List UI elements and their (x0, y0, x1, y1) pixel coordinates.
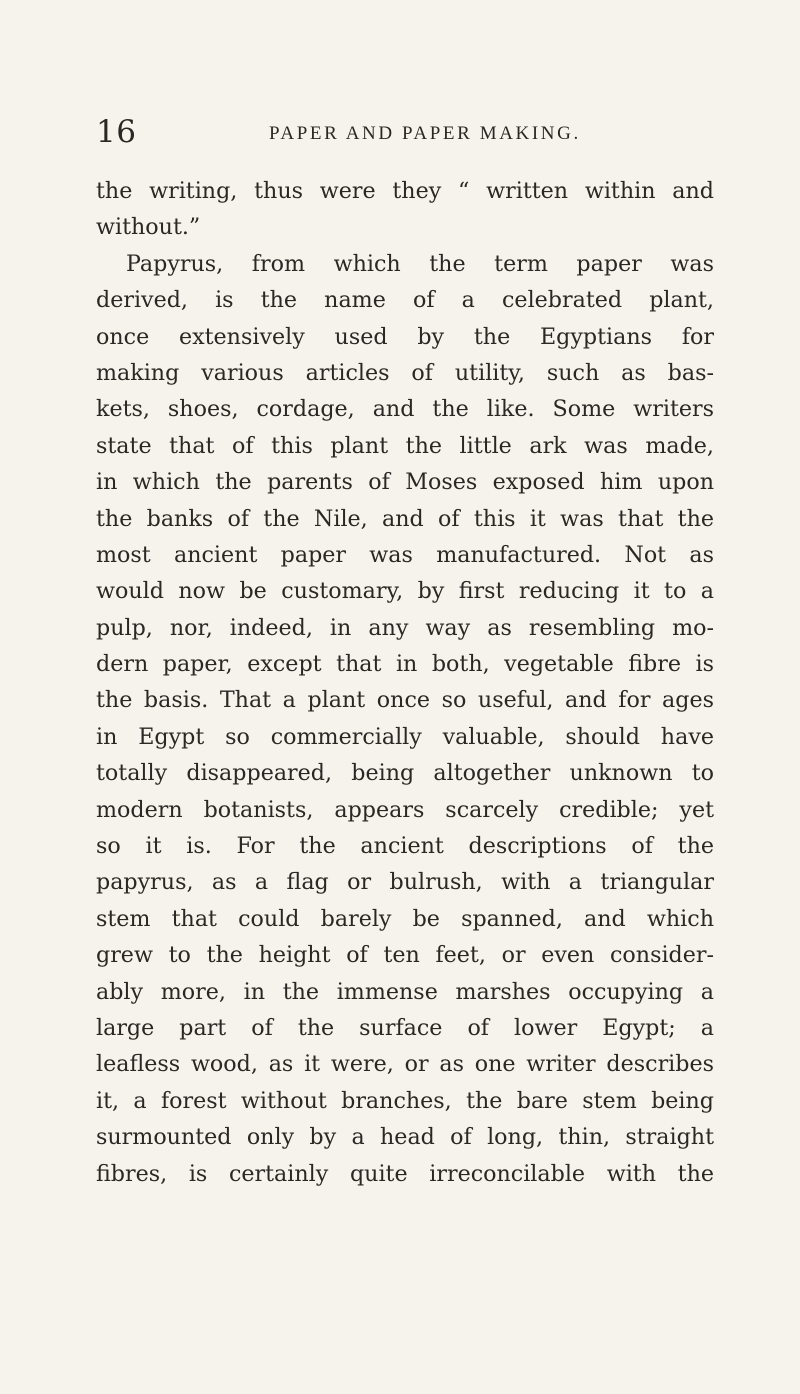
text-line: state that of this plant the little ark was made, (96, 432, 714, 459)
page-number: 16 (96, 114, 137, 150)
body-text (96, 173, 714, 1192)
text-line: pulp, nor, indeed, in any way as resembling mo- (96, 614, 714, 641)
text-line: without.” (96, 214, 201, 241)
text-line: once extensively used by the Egyptians for (96, 323, 714, 350)
text-line: modern botanists, appears scarcely credible; yet (96, 796, 714, 823)
text-line: large part of the surface of lower Egypt; a (96, 1014, 714, 1041)
running-head: PAPER AND PAPER MAKING. (269, 123, 581, 144)
text-line: would now be customary, by first reducing it to a (96, 578, 714, 605)
text-line: dern paper, except that in both, vegetable fibre is (96, 651, 714, 678)
text-line: grew to the height of ten feet, or even consider- (96, 942, 714, 969)
text-line: surmounted only by a head of long, thin, straight (96, 1124, 714, 1151)
text-line: in which the parents of Moses exposed him upon (96, 469, 714, 496)
text-line: leafless wood, as it were, or as one writer describes (96, 1051, 714, 1078)
text-line: in Egypt so commercially valuable, should have (96, 723, 714, 750)
page-header (0, 116, 800, 156)
text-line: Papyrus, from which the term paper was (126, 250, 714, 277)
text-line: papyrus, as a flag or bulrush, with a triangular (96, 869, 714, 896)
text-line: the banks of the Nile, and of this it was that the (96, 505, 714, 532)
text-line: derived, is the name of a celebrated plant, (96, 287, 714, 314)
text-line: so it is. For the ancient descriptions of the (96, 833, 714, 860)
text-line: it, a forest without branches, the bare stem being (96, 1087, 714, 1114)
text-line: ably more, in the immense marshes occupying a (96, 978, 714, 1005)
text-line: kets, shoes, cordage, and the like. Some writers (96, 396, 714, 423)
text-line: stem that could barely be spanned, and which (96, 905, 714, 932)
text-line: the writing, thus were they “ written within and (96, 178, 714, 204)
text-line: most ancient paper was manufactured. Not as (96, 541, 714, 568)
text-line: totally disappeared, being altogether unknown to (96, 760, 714, 787)
text-line: making various articles of utility, such as bas- (96, 359, 714, 386)
text-line: fibres, is certainly quite irreconcilable with the (96, 1160, 714, 1187)
text-line: the basis. That a plant once so useful, and for ages (96, 687, 714, 714)
